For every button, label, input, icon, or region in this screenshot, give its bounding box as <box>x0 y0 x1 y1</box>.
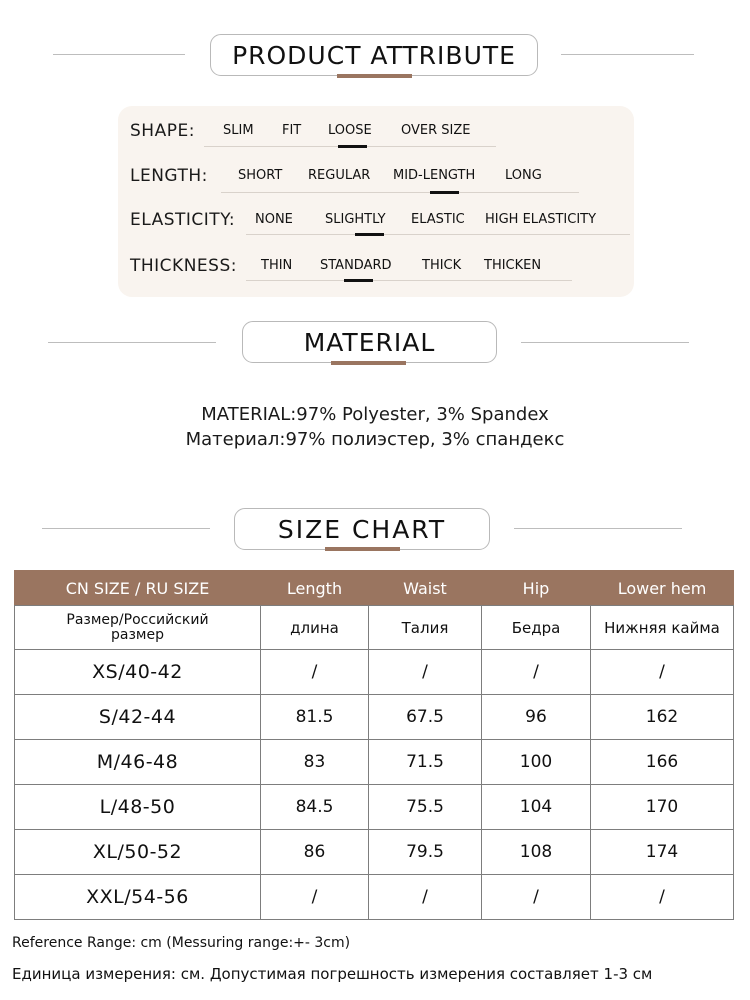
option-long: LONG <box>505 168 542 183</box>
option-fit: FIT <box>282 123 302 138</box>
cell-waist: / <box>369 650 482 695</box>
selected-marker <box>344 279 373 282</box>
option-loose: LOOSE <box>328 123 372 138</box>
option-thin: THIN <box>261 258 293 273</box>
cell-hip: / <box>482 650 591 695</box>
cell-waist: 67.5 <box>369 695 482 740</box>
cell-lower-hem: / <box>591 875 734 920</box>
table-row <box>15 650 734 695</box>
option-short: SHORT <box>238 168 283 183</box>
material-text-ru: Материал:97% полиэстер, 3% спандекс <box>185 429 565 450</box>
option-high-elasticity: HIGH ELASTICITY <box>485 212 597 227</box>
header-lower-hem: Lower hem <box>591 571 734 606</box>
cell-length: 81.5 <box>261 695 369 740</box>
header-hip: Hip <box>482 571 591 606</box>
cell-lower-hem: 166 <box>591 740 734 785</box>
option-slightly: SLIGHTLY <box>325 212 386 227</box>
attribute-label: THICKNESS: <box>130 256 237 276</box>
header-ru-size-line1: Размер/Российский <box>66 611 209 628</box>
option-none: NONE <box>255 212 293 227</box>
table-row <box>15 695 734 740</box>
option-thicken: THICKEN <box>484 258 542 273</box>
material-text-en: MATERIAL:97% Polyester, 3% Spandex <box>201 404 549 425</box>
cell-lower-hem: 170 <box>591 785 734 830</box>
cell-waist: 71.5 <box>369 740 482 785</box>
cell-hip: 96 <box>482 695 591 740</box>
cell-size: XXL/54-56 <box>15 875 261 920</box>
table-header-row <box>15 571 734 606</box>
section-title-material: MATERIAL <box>242 321 497 363</box>
divider-right <box>521 342 689 343</box>
cell-size: S/42-44 <box>15 695 261 740</box>
header-cn-ru-size: CN SIZE / RU SIZE <box>15 571 261 606</box>
cell-lower-hem: 174 <box>591 830 734 875</box>
header-length: Length <box>261 571 369 606</box>
cell-lower-hem: 162 <box>591 695 734 740</box>
cell-waist: 75.5 <box>369 785 482 830</box>
reference-note-ru: Единица измерения: см. Допустимая погрешность измерения составляет 1-3 см <box>12 965 653 983</box>
table-row <box>15 785 734 830</box>
cell-waist: / <box>369 875 482 920</box>
header-ru-length: длина <box>261 606 369 650</box>
cell-size: XS/40-42 <box>15 650 261 695</box>
attribute-label: ELASTICITY: <box>130 210 236 230</box>
divider-right <box>514 528 682 529</box>
divider-left <box>48 342 216 343</box>
cell-size: M/46-48 <box>15 740 261 785</box>
attribute-label: SHAPE: <box>130 121 195 141</box>
cell-lower-hem: / <box>591 650 734 695</box>
header-ru-size-line2: размер <box>111 626 164 643</box>
option-standard: STANDARD <box>320 258 392 273</box>
cell-length: / <box>261 650 369 695</box>
attribute-panel <box>118 106 634 297</box>
option-thick: THICK <box>422 258 462 273</box>
section-title-product-attribute: PRODUCT ATTRIBUTE <box>210 34 538 76</box>
cell-hip: 104 <box>482 785 591 830</box>
option-over-size: OVER SIZE <box>401 123 471 138</box>
divider-right <box>561 54 694 55</box>
cell-size: L/48-50 <box>15 785 261 830</box>
option-regular: REGULAR <box>308 168 371 183</box>
cell-length: 83 <box>261 740 369 785</box>
table-row <box>15 740 734 785</box>
header-waist: Waist <box>369 571 482 606</box>
cell-hip: 108 <box>482 830 591 875</box>
cell-hip: / <box>482 875 591 920</box>
header-ru-size <box>15 606 261 650</box>
attribute-underline <box>221 192 579 193</box>
selected-marker <box>355 233 384 236</box>
cell-waist: 79.5 <box>369 830 482 875</box>
cell-length: / <box>261 875 369 920</box>
attribute-label: LENGTH: <box>130 166 208 186</box>
table-row <box>15 875 734 920</box>
divider-left <box>42 528 210 529</box>
accent-bar <box>337 74 412 78</box>
option-elastic: ELASTIC <box>411 212 465 227</box>
attribute-underline <box>246 234 630 235</box>
selected-marker <box>338 145 367 148</box>
accent-bar <box>331 361 406 365</box>
table-row <box>15 830 734 875</box>
cell-size: XL/50-52 <box>15 830 261 875</box>
selected-marker <box>430 191 459 194</box>
option-slim: SLIM <box>223 123 254 138</box>
table-header-row-ru <box>15 606 734 650</box>
divider-left <box>53 54 185 55</box>
option-mid-length: MID-LENGTH <box>393 168 476 183</box>
size-chart-table <box>14 570 734 920</box>
cell-hip: 100 <box>482 740 591 785</box>
cell-length: 86 <box>261 830 369 875</box>
header-ru-hip: Бедра <box>482 606 591 650</box>
reference-note-en: Reference Range: cm (Messuring range:+- 3cm) <box>12 935 351 951</box>
accent-bar <box>325 547 400 551</box>
header-ru-waist: Талия <box>369 606 482 650</box>
attribute-underline <box>246 280 572 281</box>
cell-length: 84.5 <box>261 785 369 830</box>
header-ru-lower-hem: Нижняя кайма <box>591 606 734 650</box>
section-title-size-chart: SIZE CHART <box>234 508 490 550</box>
